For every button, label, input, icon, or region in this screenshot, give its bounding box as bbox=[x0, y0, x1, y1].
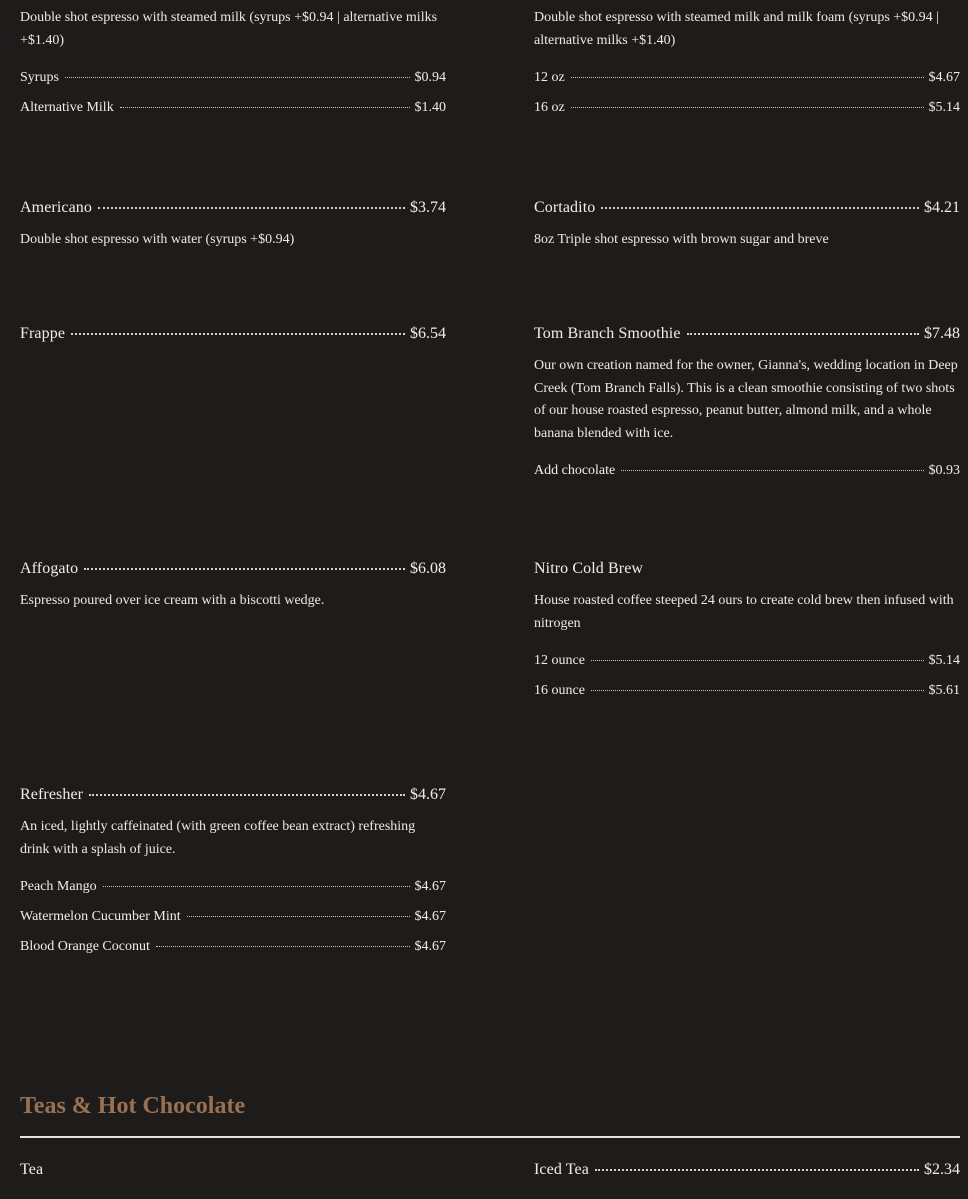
option-row bbox=[534, 463, 960, 479]
menu-item-affogato bbox=[20, 560, 446, 613]
option-price: $5.14 bbox=[928, 653, 960, 668]
item-name: Tea bbox=[20, 1161, 44, 1178]
dot-leader bbox=[571, 107, 924, 108]
item-description: An iced, lightly caffeinated (with green coffee bean extract) refreshing drink with a splash of juice. bbox=[20, 819, 416, 857]
menu-item-cortadito bbox=[534, 199, 960, 252]
menu-item-cappuccino bbox=[534, 7, 960, 116]
option-row bbox=[534, 100, 960, 116]
dot-leader bbox=[621, 470, 923, 471]
option-price: $5.14 bbox=[928, 100, 960, 115]
item-name: Nitro Cold Brew bbox=[534, 560, 644, 577]
item-description: Espresso poured over ice cream with a biscotti wedge. bbox=[20, 593, 325, 608]
menu-item-iced-tea bbox=[534, 1161, 960, 1179]
section-title-teas: Teas & Hot Chocolate bbox=[20, 1093, 246, 1119]
dot-leader bbox=[601, 207, 919, 209]
option-label: Peach Mango bbox=[20, 879, 97, 894]
item-header bbox=[534, 199, 960, 217]
option-price: $4.67 bbox=[414, 879, 446, 894]
option-price: $4.67 bbox=[928, 70, 960, 85]
item-header bbox=[534, 325, 960, 343]
option-row bbox=[534, 683, 960, 699]
menu-item-frappe bbox=[20, 325, 446, 343]
item-price: $4.21 bbox=[924, 199, 960, 216]
dot-leader bbox=[98, 207, 405, 209]
item-description: Our own creation named for the owner, Gianna's, wedding location in Deep Creek (Tom Branch Falls). This is a clean smoothie consisting of two shots of our house roasted espresso, peanut butter, almond milk, and a whole banana blended with ice. bbox=[534, 358, 958, 441]
item-name: Iced Tea bbox=[534, 1161, 589, 1178]
option-row bbox=[20, 70, 446, 86]
item-name: Affogato bbox=[20, 560, 79, 577]
option-label: 12 ounce bbox=[534, 653, 585, 668]
menu-item-tea bbox=[20, 1161, 446, 1179]
item-name: Americano bbox=[20, 199, 92, 216]
item-price: $2.34 bbox=[924, 1161, 960, 1178]
item-description: Double shot espresso with steamed milk (syrups +$0.94 | alternative milks +$1.40) bbox=[20, 10, 438, 48]
option-label: Blood Orange Coconut bbox=[20, 939, 150, 954]
option-row bbox=[20, 879, 446, 895]
dot-leader bbox=[103, 886, 410, 887]
item-header bbox=[20, 1161, 446, 1179]
item-price: $3.74 bbox=[410, 199, 446, 216]
option-price: $0.93 bbox=[928, 463, 960, 478]
item-price: $7.48 bbox=[924, 325, 960, 342]
option-price: $5.61 bbox=[928, 683, 960, 698]
item-price: $6.08 bbox=[410, 560, 446, 577]
option-price: $1.40 bbox=[414, 100, 446, 115]
dot-leader bbox=[571, 77, 924, 78]
dot-leader bbox=[71, 333, 405, 335]
item-header bbox=[20, 325, 446, 343]
dot-leader bbox=[591, 660, 924, 661]
dot-leader bbox=[120, 107, 410, 108]
option-price: $4.67 bbox=[414, 909, 446, 924]
item-price: $6.54 bbox=[410, 325, 446, 342]
item-name: Tom Branch Smoothie bbox=[534, 325, 681, 342]
menu-item-americano bbox=[20, 199, 446, 252]
option-row bbox=[20, 100, 446, 116]
dot-leader bbox=[591, 690, 924, 691]
option-row bbox=[20, 909, 446, 925]
option-label: 12 oz bbox=[534, 70, 565, 85]
menu-item-latte bbox=[20, 7, 446, 116]
item-description: Double shot espresso with steamed milk and milk foam (syrups +$0.94 | alternative milks +$1.40) bbox=[534, 10, 939, 48]
item-header bbox=[534, 560, 960, 578]
option-row bbox=[534, 653, 960, 669]
menu-item-tom-branch-smoothie bbox=[534, 325, 960, 479]
section-divider bbox=[20, 1136, 960, 1138]
item-description: Double shot espresso with water (syrups +$0.94) bbox=[20, 232, 295, 247]
option-price: $4.67 bbox=[414, 939, 446, 954]
item-header bbox=[20, 199, 446, 217]
dot-leader bbox=[65, 77, 410, 78]
item-header bbox=[20, 786, 446, 804]
dot-leader bbox=[595, 1169, 919, 1171]
item-name: Refresher bbox=[20, 786, 84, 803]
option-label: Watermelon Cucumber Mint bbox=[20, 909, 181, 924]
dot-leader bbox=[84, 568, 405, 570]
option-label: Syrups bbox=[20, 70, 59, 85]
item-header bbox=[20, 560, 446, 578]
dot-leader bbox=[187, 916, 410, 917]
item-header bbox=[534, 1161, 960, 1179]
dot-leader bbox=[156, 946, 410, 947]
option-label: 16 ounce bbox=[534, 683, 585, 698]
menu-item-nitro-cold-brew bbox=[534, 560, 960, 699]
item-description: 8oz Triple shot espresso with brown sugar and breve bbox=[534, 232, 829, 247]
dot-leader bbox=[687, 333, 919, 335]
item-description: House roasted coffee steeped 24 ours to create cold brew then infused with nitrogen bbox=[534, 593, 954, 631]
option-row bbox=[20, 939, 446, 955]
item-name: Cortadito bbox=[534, 199, 596, 216]
option-label: Alternative Milk bbox=[20, 100, 114, 115]
menu-item-refresher bbox=[20, 786, 446, 955]
option-label: Add chocolate bbox=[534, 463, 616, 478]
option-label: 16 oz bbox=[534, 100, 565, 115]
item-name: Frappe bbox=[20, 325, 66, 342]
option-price: $0.94 bbox=[414, 70, 446, 85]
dot-leader bbox=[89, 794, 405, 796]
item-price: $4.67 bbox=[410, 786, 446, 803]
option-row bbox=[534, 70, 960, 86]
